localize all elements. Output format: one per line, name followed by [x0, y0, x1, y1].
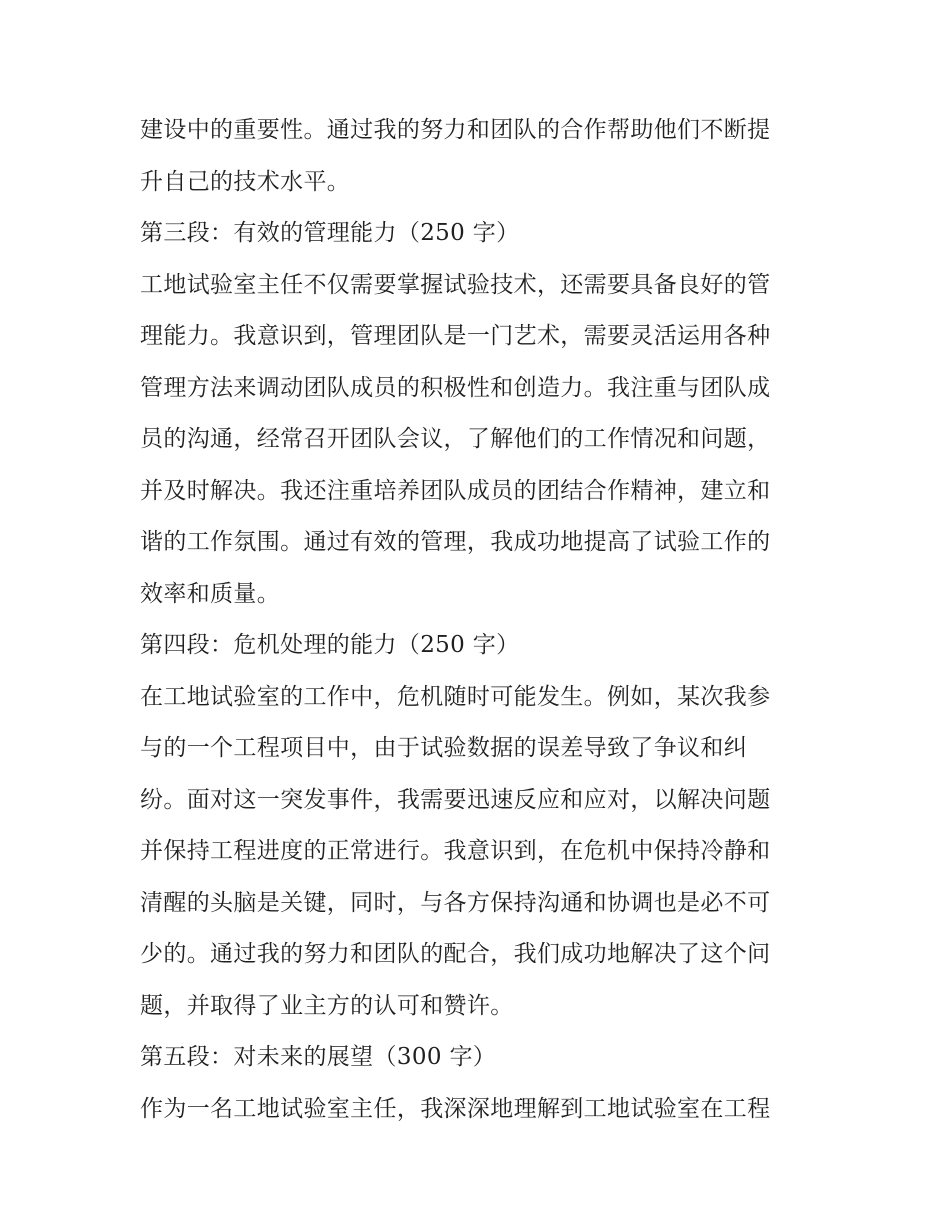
text-line: 效率和质量。	[140, 580, 281, 607]
text-line: 员的沟通，经常召开团队会议，了解他们的工作情况和问题，	[140, 426, 771, 452]
text-line: 题，并取得了业主方的认可和赞许。	[140, 992, 514, 1019]
text-line: 管理方法来调动团队成员的积极性和创造力。我注重与团队成	[140, 374, 771, 401]
text-line: 在工地试验室的工作中，危机随时可能发生。例如，某次我参	[140, 683, 771, 710]
section-heading: 第三段：有效的管理能力（250 字）	[140, 220, 520, 246]
text-line: 建设中的重要性。通过我的努力和团队的合作帮助他们不断提	[140, 117, 771, 143]
text-line: 并及时解决。我还注重培养团队成员的团结合作精神，建立和	[140, 477, 771, 504]
text-line: 并保持工程进度的正常进行。我意识到，在危机中保持冷静和	[140, 838, 771, 864]
text-line: 清醒的头脑是关键，同时，与各方保持沟通和协调也是必不可	[140, 889, 771, 916]
text-line: 谐的工作氛围。通过有效的管理，我成功地提高了试验工作的	[140, 529, 771, 555]
section-heading: 第五段：对未来的展望（300 字）	[140, 1044, 497, 1070]
text-line: 升自己的技术水平。	[140, 168, 351, 195]
section-heading: 第四段：危机处理的能力（250 字）	[140, 632, 520, 658]
text-line: 理能力。我意识到，管理团队是一门艺术，需要灵活运用各种	[140, 323, 771, 349]
text-line: 作为一名工地试验室主任，我深深地理解到工地试验室在工程	[140, 1095, 771, 1122]
text-line: 工地试验室主任不仅需要掌握试验技术，还需要具备良好的管	[140, 271, 771, 298]
document-body	[140, 105, 815, 1135]
text-line: 少的。通过我的努力和团队的配合，我们成功地解决了这个问	[140, 941, 771, 967]
text-line: 与的一个工程项目中，由于试验数据的误差导致了争议和纠	[140, 735, 748, 761]
text-line: 纷。面对这一突发事件，我需要迅速反应和应对，以解决问题	[140, 786, 771, 813]
